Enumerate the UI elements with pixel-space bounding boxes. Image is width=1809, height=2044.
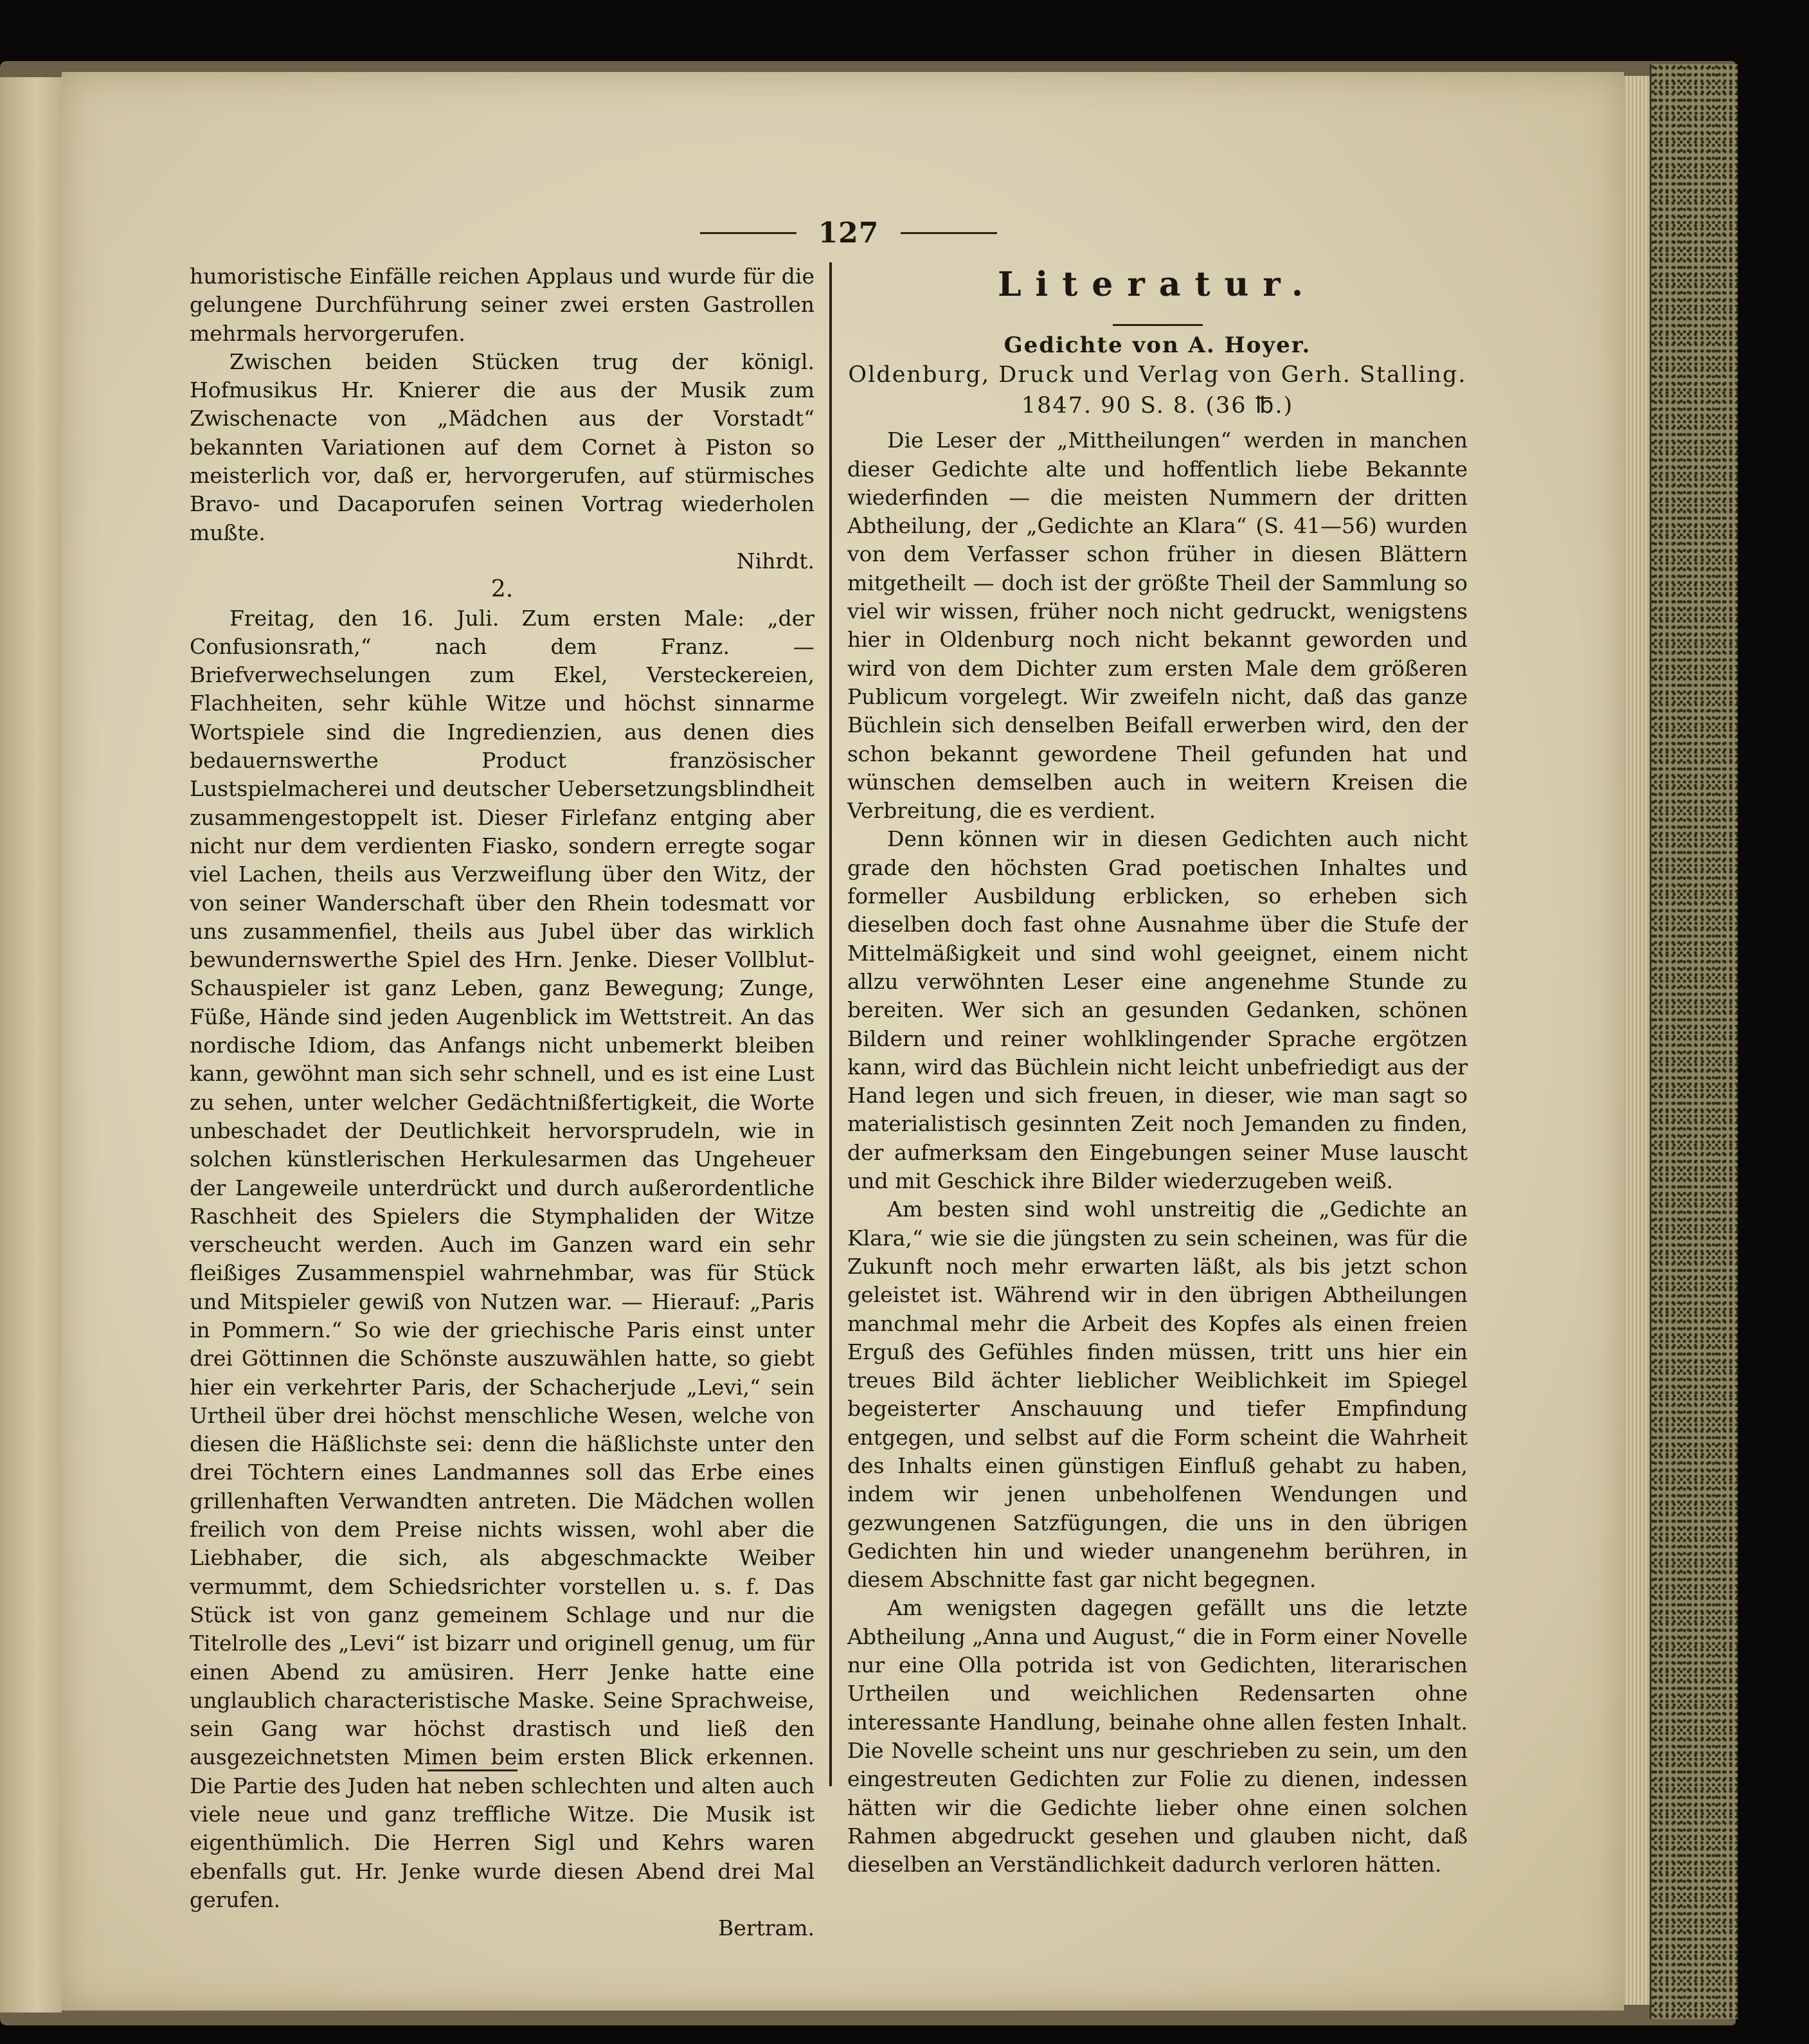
right-paragraph: Die Leser der „Mittheilungen“ werden in manchen dieser Gedichte alte und hoffentlich liebe Bekannte wiederfinden — die meisten Nummern der dritten Abtheilung, der „Gedichte an Klara“ (S. 41—56) wurden von dem Verfasser schon früher in diesen Blättern mitgetheilt — doch ist der größte Theil der Sammlung so viel wir wissen, früher noch nicht gedruckt, wenigstens hier in Oldenburg noch nicht bekannt geworden und wird von dem Dichter zum ersten Male dem größeren Publicum vorgelegt. Wir zweifeln nicht, daß das ganze Büchlein sich denselben Beifall erwerben wird, den der schon bekannt gewordene Theil gefunden hat und wünschen demselben auch in weitern Kreisen die Verbreitung, die es verdient. <box>847 428 1468 824</box>
header-rule-left <box>700 232 797 234</box>
header-rule-right <box>901 232 997 234</box>
right-column <box>847 262 1468 1879</box>
column-divider <box>829 262 832 1786</box>
left-paragraph: Zwischen beiden Stücken trug der königl. Hofmusikus Hr. Knierer die aus der Musik zum Zwischenacte von „Mädchen aus der Vorstadt“ bekannten Variationen auf dem Cornet à Piston so meisterlich vor, daß er, hervorgerufen, auf stürmisches Bravo- und Dacaporufen seinen Vortrag wiederholen mußte. <box>190 348 815 545</box>
right-paragraph: Denn können wir in diesen Gedichten auch nicht grade den höchsten Grad poetischen Inhaltes und formeller Ausbildung erblicken, so erheben sich dieselben doch fast ohne Ausnahme über die Stufe der Mittelmäßigkeit und sind wohl geeignet, einem nicht allzu verwöhnten Leser eine angenehme Stunde zu bereiten. Wer sich an gesunden Gedanken, schönen Bildern und reiner wohlklingender Sprache ergötzen kann, wird das Büchlein nicht leicht unbefriedigt aus der Hand legen und sich freuen, in dieser, wie man sagt so materialistisch gesinnten Zeit noch Jemanden zu finden, der aufmerksam den Eingebungen seiner Muse lauscht und mit Geschick ihre Bilder wiederzugeben weiß. <box>847 826 1468 1194</box>
marbled-cover <box>1650 64 1738 2019</box>
left-paragraph: Freitag, den 16. Juli. Zum ersten Male: „der Confusionsrath,“ nach dem Franz. — Briefverwechselungen zum Ekel, Versteckereien, Flachheiten, sehr kühle Witze und höchst sinnarme Wortspiele sind die Ingredienzien, aus denen dies bedauernswerthe Product französischer Lustspielmacherei und deutscher Uebersetzungsblindheit zusammengestoppelt ist. Dieser Firlefanz entging aber nicht nur dem verdienten Fiasko, sondern erregte sogar viel Lachen, theils aus Verzweiflung über den Witz, der von seiner Wanderschaft über den Rhein todesmatt vor uns zusammenfiel, theils aus Jubel über das wirklich bewundernswerthe Spiel des Hrn. Jenke. Dieser Vollblut-Schauspieler ist ganz Leben, ganz Bewegung; Zunge, Füße, Hände sind jeden Augenblick im Wettstreit. An das nordische Idiom, das Anfangs nicht unbemerkt bleiben kann, gewöhnt man sich sehr schnell, und es ist eine Lust zu sehen, unter welcher Gedächtnißfertigkeit, die Worte unbeschadet der Deutlichkeit hervorsprudeln, wie in solchen künstlerischen Herkulesarmen das Ungeheuer der Langeweile unterdrückt und durch außerordentliche Raschheit des Spielers die Stymphaliden der Witze verscheucht werden. Auch im Ganzen ward ein sehr fleißiges Zusammenspiel wahrnehmbar, was für Stück und Mitspieler gewiß von Nutzen war. — Hierauf: „Paris in Pommern.“ So wie der griechische Paris einst unter drei Göttinnen die Schönste auszuwählen hatte, so giebt hier ein verkehrter Paris, der Schacherjude „Levi,“ sein Urtheil über drei höchst menschliche Wesen, welche von diesen die Häßlichste sei: denn die häßlichste unter den drei Töchtern eines Landmannes soll das Erbe eines grillenhaften Verwandten antreten. Die Mädchen wollen freilich von dem Preise nichts wissen, wohl aber die Liebhaber, die sich, als abgeschmackte Weiber vermummt, dem Schiedsrichter vorstellen u. s. f. Das Stück ist von ganz gemeinem Schlage und nur die Titelrolle des „Levi“ ist bizarr und originell genug, um für einen Abend zu amüsiren. Herr Jenke hatte eine unglaublich characteristische Maske. Seine Sprachweise, sein Gang war höchst drastisch und ließ den ausgezeichnetsten Mimen beim ersten Blick erkennen. Die Partie des Juden hat neben schlechten und alten auch viele neue und ganz treffliche Witze. Die Musik ist eigenthümlich. Die Herren Sigl und Kehrs waren ebenfalls gut. Hr. Jenke wurde diesen Abend drei Mal gerufen. <box>190 605 815 1912</box>
publication-line: Oldenburg, Druck und Verlag von Gerh. Stalling. <box>848 362 1467 388</box>
heading-rule <box>1113 324 1203 326</box>
left-paragraph: humoristische Einfälle reichen Applaus und wurde für die gelungene Durchführung seiner zwei ersten Gastrollen mehrmals hervorgerufen. <box>190 264 815 346</box>
spacer <box>847 421 1468 426</box>
page-number: 127 <box>818 216 879 249</box>
page-header <box>669 207 1029 258</box>
signature-nihrdt: Nihrdt. <box>736 548 815 574</box>
left-column <box>190 262 815 1943</box>
right-paragraph: Am besten sind wohl unstreitig die „Gedichte an Klara,“ wie sie die jüngsten zu sein scheinen, was für die Zukunft noch mehr erwarten läßt, als bis jetzt schon geleistet ist. Während wir in den übrigen Abtheilungen manchmal mehr die Arbeit des Kopfes als einen freien Erguß des Gefühles finden müssen, tritt uns hier ein treues Bild ächter lieblicher Weiblichkeit im Spiegel begeisterter Anschauung und tiefer Empfindung entgegen, und selbst auf die Form scheint die Wahrheit des Inhalts einen günstigen Einfluß gehabt zu haben, indem wir jenen unbeholfenen Wendungen und gezwungenen Satzfügungen, die uns in den übrigen Gedichten hin und wieder unangenehm berühren, in diesem Abschnitte fast gar nicht begegnen. <box>847 1197 1468 1593</box>
signature-bertram: Bertram. <box>717 1915 815 1941</box>
book-title: Gedichte von A. Hoyer. <box>1004 332 1311 358</box>
article-end-rule <box>428 1769 518 1771</box>
page-stack-edge <box>1624 76 1650 2005</box>
facing-page-edge <box>0 77 62 2012</box>
publication-line: 1847. 90 S. 8. (36 ℔.) <box>1021 393 1294 419</box>
right-paragraph: Am wenigsten dagegen gefällt uns die letzte Abtheilung „Anna und August,“ die in Form einer Novelle nur eine Olla potrida ist von Gedichten, literarischen Urtheilen und weichlichen Redensarten ohne interessante Handlung, beinahe ohne allen festen Inhalt. Die Novelle scheint uns nur geschrieben zu sein, um den eingestreuten Gedichten zur Folie zu dienen, indessen hätten wir die Gedichte lieber ohne einen solchen Rahmen abgedruckt gesehen und glauben nicht, daß dieselben an Verständlichkeit dadurch verloren hätten. <box>847 1595 1468 1877</box>
section-number: 2. <box>491 576 514 603</box>
section-heading: Literatur. <box>997 265 1318 304</box>
